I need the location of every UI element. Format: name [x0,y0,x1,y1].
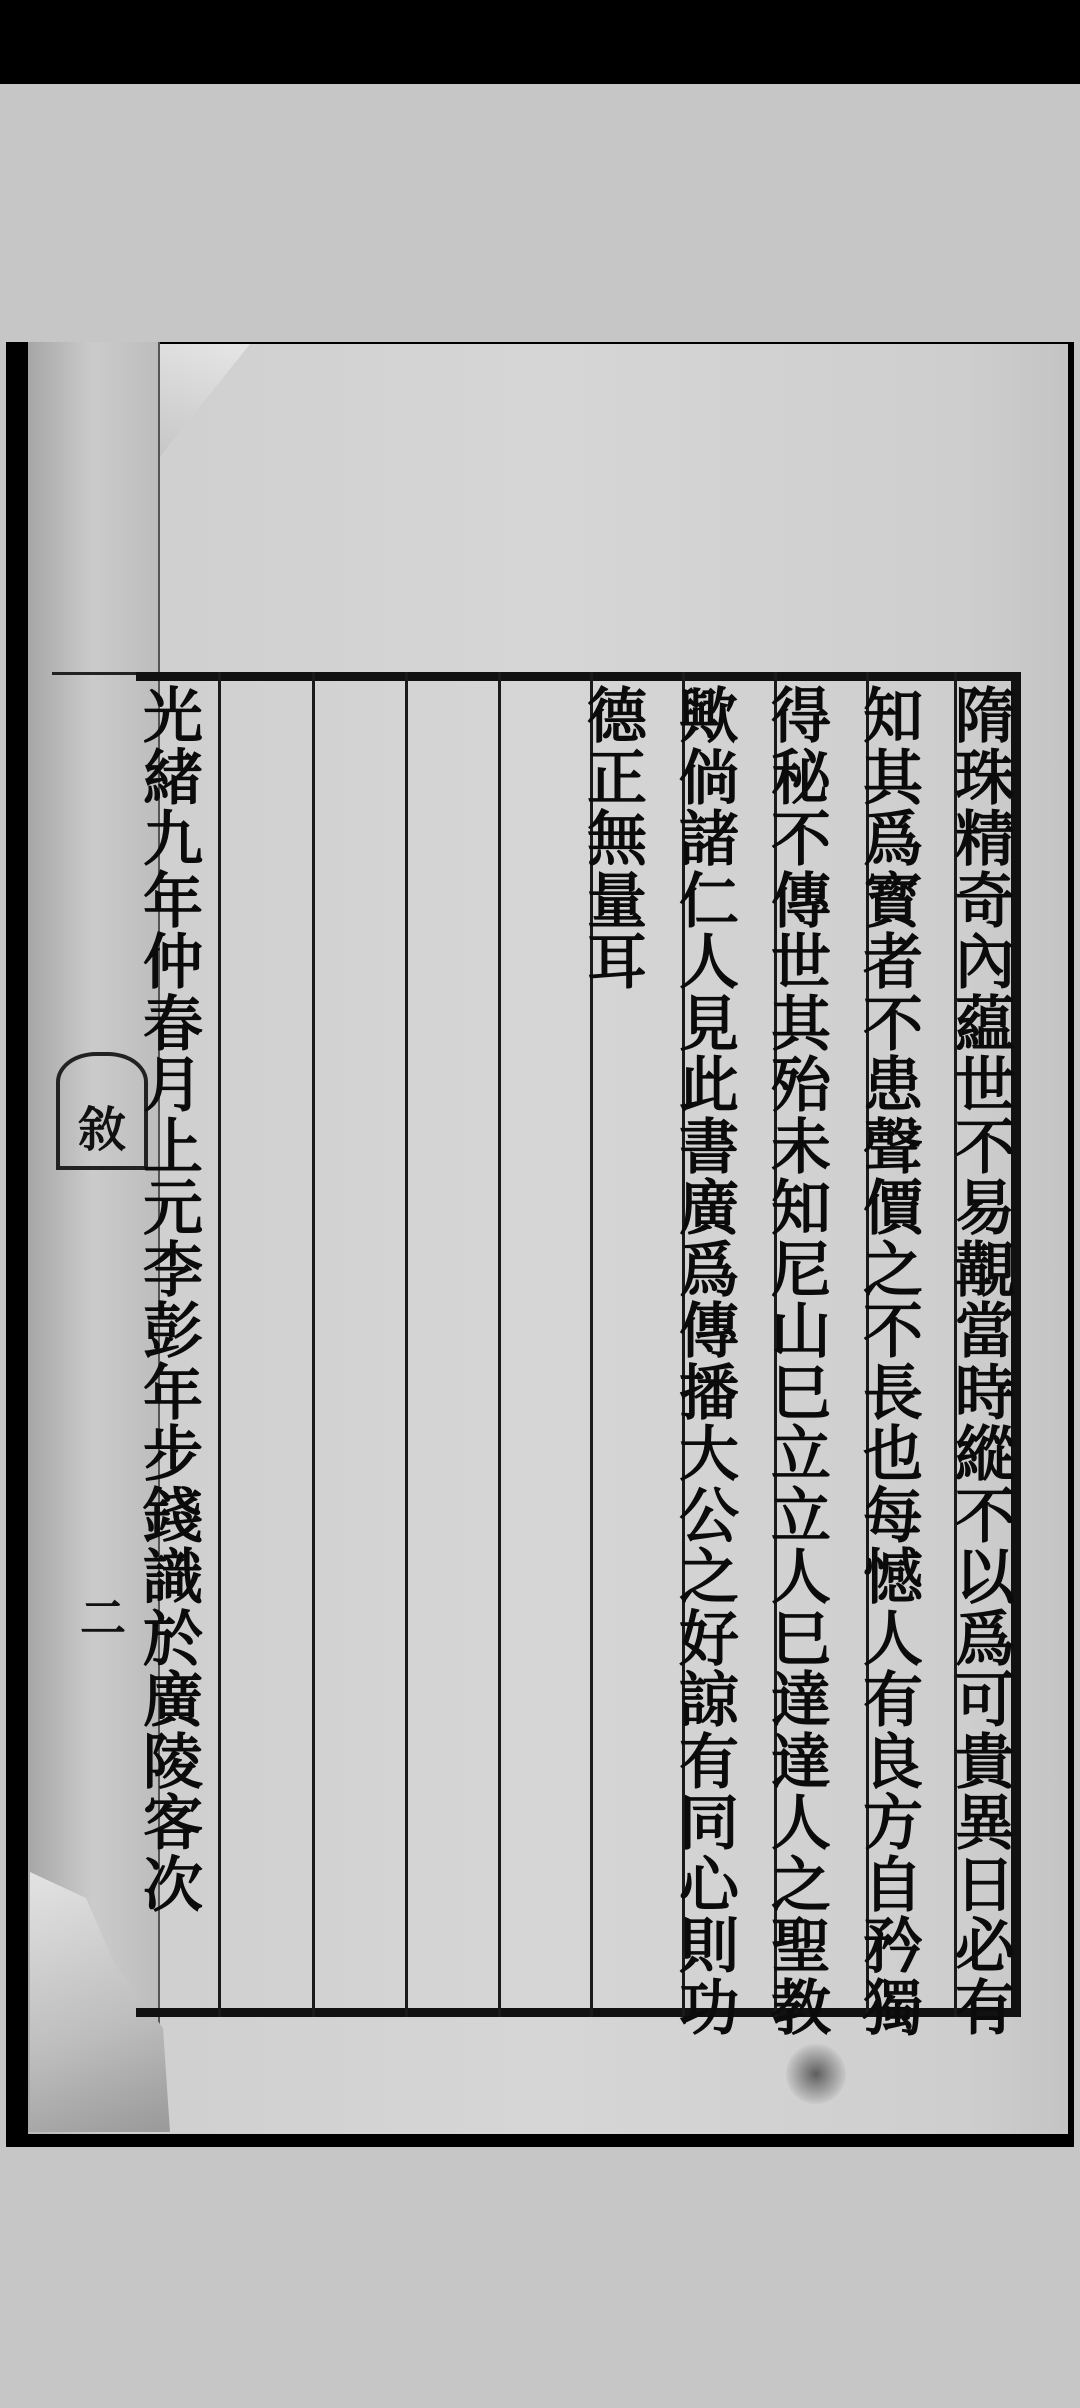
glyph: 長 [863,1358,923,1429]
glyph: 殆 [771,1051,831,1121]
glyph: 諸 [679,805,739,875]
glyph: 好 [679,1604,739,1675]
glyph: 立 [771,1481,831,1552]
glyph: 世 [771,928,831,998]
glyph: 貴 [955,1727,1015,1798]
glyph: 倘 [679,743,739,814]
glyph: 寳 [863,866,923,937]
glyph: 陵 [143,1727,203,1798]
glyph: 患 [863,1051,923,1121]
glyph: 自 [863,1850,923,1921]
glyph: 歟 [679,682,739,752]
glyph: 達 [771,1666,831,1736]
text-column-3 [764,682,838,2044]
glyph: 價 [863,1174,923,1244]
glyph: 達 [771,1727,831,1798]
glyph: 也 [863,1420,923,1490]
glyph: 功 [679,1973,739,2044]
glyph: 人 [863,1604,923,1675]
text-column-1 [948,682,1022,2044]
glyph: 無 [587,805,647,875]
glyph: 量 [587,866,647,937]
glyph: 仁 [679,866,739,937]
glyph: 隋 [955,682,1015,752]
glyph: 人 [679,928,739,998]
fold-title: 敘 [77,1102,126,1158]
glyph: 獨 [863,1973,923,2044]
glyph: 之 [863,1235,923,1306]
glyph: 知 [863,682,923,752]
scanned-page [6,342,1074,2147]
glyph: 山 [771,1297,831,1367]
glyph: 德 [587,682,647,752]
glyph: 年 [143,866,203,937]
column-rule [218,672,221,2017]
glyph: 之 [679,1543,739,1613]
glyph: 異 [955,1789,1015,1859]
column-rule [312,672,315,2017]
glyph: 有 [863,1666,923,1736]
glyph: 客 [143,1789,203,1859]
glyph: 正 [587,743,647,814]
text-column-colophon [136,682,210,1921]
glyph: 時 [955,1358,1015,1429]
glyph: 奇 [955,866,1015,937]
glyph: 易 [955,1174,1015,1244]
column-rule [498,672,501,2017]
glyph: 此 [679,1051,739,1121]
glyph: 聲 [863,1112,923,1183]
glyph: 光 [143,682,203,752]
glyph: 當 [955,1297,1015,1367]
glyph: 珠 [955,743,1015,814]
fold-title-box [56,1052,148,1170]
glyph: 秘 [771,743,831,814]
glyph: 年 [143,1358,203,1429]
glyph: 矜 [863,1912,923,1982]
glyph: 知 [771,1174,831,1244]
glyph: 教 [771,1973,831,2044]
glyph: 聖 [771,1912,831,1982]
glyph: 彭 [143,1297,203,1367]
glyph: 藴 [955,989,1015,1060]
glyph: 則 [679,1912,739,1982]
text-column-5 [580,682,654,998]
glyph: 爲 [863,805,923,875]
glyph: 李 [143,1235,203,1306]
glyph: 人 [771,1543,831,1613]
glyph: 書 [679,1112,739,1183]
glyph: 未 [771,1112,831,1183]
glyph: 良 [863,1727,923,1798]
glyph: 人 [771,1789,831,1859]
glyph: 於 [143,1604,203,1675]
glyph: 有 [679,1727,739,1798]
glyph: 之 [771,1850,831,1921]
text-column-2 [856,682,930,2044]
glyph: 傳 [771,866,831,937]
glyph: 播 [679,1358,739,1429]
ink-stain [786,2044,846,2104]
glyph: 九 [143,805,203,875]
glyph: 不 [863,989,923,1060]
glyph: 見 [679,989,739,1060]
glyph: 同 [679,1789,739,1859]
glyph: 得 [771,682,831,752]
glyph: 不 [955,1481,1015,1552]
glyph: 不 [955,1112,1015,1183]
glyph: 上 [143,1112,203,1183]
glyph: 尼 [771,1235,831,1306]
glyph: 月 [143,1051,203,1121]
glyph: 以 [955,1543,1015,1613]
glyph: 者 [863,928,923,998]
glyph: 其 [771,989,831,1060]
glyph: 廣 [143,1666,203,1736]
glyph: 每 [863,1481,923,1552]
glyph: 內 [955,928,1015,998]
glyph: 必 [955,1912,1015,1982]
glyph: 元 [143,1174,203,1244]
glyph: 緒 [143,743,203,814]
glyph: 大 [679,1420,739,1490]
glyph: 次 [143,1850,203,1921]
glyph: 錢 [143,1481,203,1552]
glyph: 步 [143,1420,203,1490]
glyph: 其 [863,743,923,814]
fold-page-number: 二 [80,1591,126,1645]
glyph: 爲 [679,1235,739,1306]
glyph: 廣 [679,1174,739,1244]
glyph: 傳 [679,1297,739,1367]
text-column-4 [672,682,746,2044]
glyph: 春 [143,989,203,1060]
glyph: 覯 [955,1235,1015,1306]
glyph: 方 [863,1789,923,1859]
glyph: 識 [143,1543,203,1613]
glyph: 公 [679,1481,739,1552]
status-bar [0,0,1080,84]
glyph: 不 [771,805,831,875]
glyph: 巳 [771,1604,831,1675]
glyph: 精 [955,805,1015,875]
glyph: 仲 [143,928,203,998]
glyph: 日 [955,1850,1015,1921]
glyph: 世 [955,1051,1015,1121]
glyph: 耳 [587,928,647,998]
glyph: 可 [955,1666,1015,1736]
glyph: 憾 [863,1543,923,1613]
glyph: 立 [771,1420,831,1490]
glyph: 不 [863,1297,923,1367]
glyph: 巳 [771,1358,831,1429]
glyph: 心 [679,1850,739,1921]
glyph: 爲 [955,1604,1015,1675]
glyph: 諒 [679,1666,739,1736]
column-rule [405,672,408,2017]
glyph: 縱 [955,1420,1015,1490]
glyph: 有 [955,1973,1015,2044]
